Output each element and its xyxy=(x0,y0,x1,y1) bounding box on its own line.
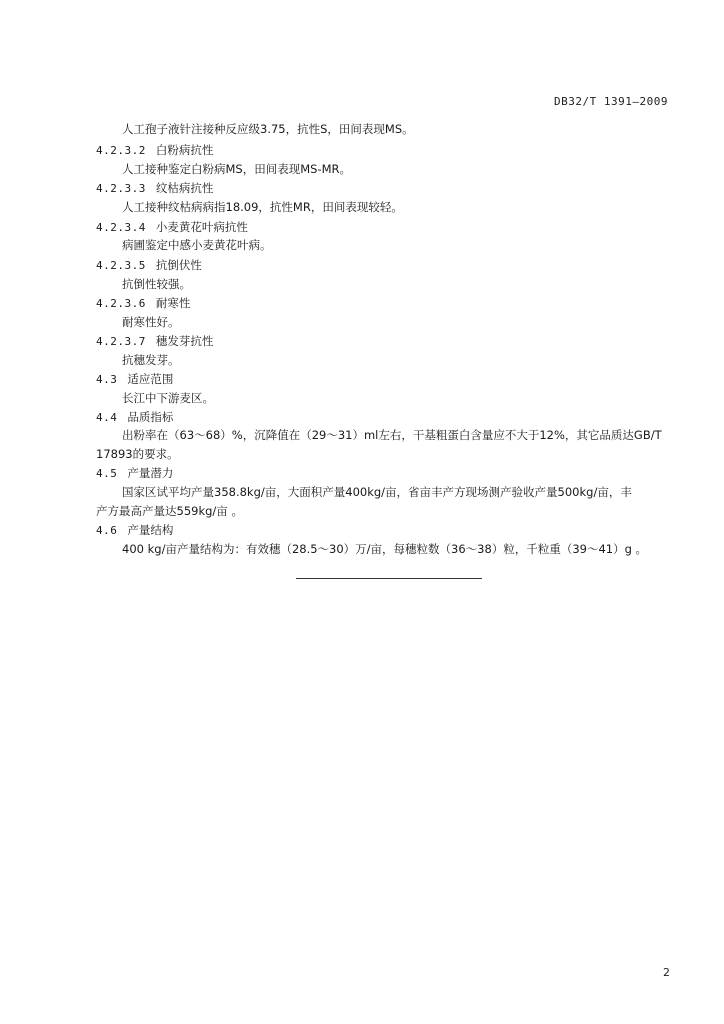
section-heading-4-2-3-4 xyxy=(96,220,248,235)
paragraph-cold-tolerance: 耐寒性好。 xyxy=(122,315,180,329)
paragraph-yield-potential: 国家区试平均产量358.8kg/亩，大面积产量400kg/亩，省亩丰产方现场测产验收产量500kg/亩，丰 xyxy=(122,485,632,499)
section-title: 抗倒伏性 xyxy=(155,258,202,272)
section-title: 产量潜力 xyxy=(127,466,174,480)
section-number: 4.4 xyxy=(96,411,118,424)
paragraph-yield-potential-continued: 产方最高产量达559kg/亩 。 xyxy=(96,504,243,518)
section-title: 白粉病抗性 xyxy=(155,143,214,157)
section-heading-4-4 xyxy=(96,410,173,425)
section-title: 纹枯病抗性 xyxy=(155,181,214,195)
paragraph-adaptation-range: 长江中下游麦区。 xyxy=(122,391,214,405)
paragraph-quality-indicators-continued: 17893的要求。 xyxy=(96,447,179,461)
section-title: 穗发芽抗性 xyxy=(155,334,214,348)
section-number: 4.2.3.3 xyxy=(96,182,146,195)
section-title: 耐寒性 xyxy=(155,296,191,310)
section-number: 4.2.3.4 xyxy=(96,221,146,234)
section-heading-4-2-3-2 xyxy=(96,143,213,158)
end-of-text-divider xyxy=(296,578,482,579)
section-heading-4-3 xyxy=(96,372,173,387)
section-heading-4-2-3-6 xyxy=(96,296,190,311)
section-number: 4.5 xyxy=(96,467,118,480)
section-title: 产量结构 xyxy=(127,523,174,537)
section-title: 小麦黄花叶病抗性 xyxy=(155,220,248,234)
document-code: DB32/T 1391—2009 xyxy=(554,95,668,108)
section-title: 适应范围 xyxy=(127,372,174,386)
paragraph-quality-indicators: 出粉率在（63～68）%，沉降值在（29～31）ml左右，干基粗蛋白含量应不大于12%，其它品质达GB/T xyxy=(122,428,662,442)
section-number: 4.2.3.5 xyxy=(96,259,146,272)
section-number: 4.3 xyxy=(96,373,118,386)
paragraph-yield-structure: 400 kg/亩产量结构为：有效穗（28.5～30）万/亩，每穗粒数（36～38）粒，千粒重（39～41）g 。 xyxy=(122,542,648,556)
paragraph-sheath-blight: 人工接种纹枯病病指18.09，抗性MR，田间表现较轻。 xyxy=(122,200,403,214)
section-title: 品质指标 xyxy=(127,410,174,424)
section-heading-4-2-3-3 xyxy=(96,181,213,196)
paragraph-stripe-rust-result: 人工孢子液针注接种反应级3.75，抗性S，田间表现MS。 xyxy=(122,122,414,136)
page-number: 2 xyxy=(663,966,670,979)
paragraph-lodging-resistance: 抗倒性较强。 xyxy=(122,277,191,291)
paragraph-sprouting-resistance: 抗穗发芽。 xyxy=(122,353,180,367)
section-number: 4.6 xyxy=(96,524,118,537)
section-heading-4-2-3-7 xyxy=(96,334,213,349)
section-number: 4.2.3.6 xyxy=(96,297,146,310)
section-number: 4.2.3.2 xyxy=(96,144,146,157)
section-number: 4.2.3.7 xyxy=(96,335,146,348)
section-heading-4-6 xyxy=(96,523,173,538)
section-heading-4-5 xyxy=(96,466,173,481)
paragraph-powdery-mildew: 人工接种鉴定白粉病MS，田间表现MS-MR。 xyxy=(122,162,352,176)
section-heading-4-2-3-5 xyxy=(96,258,202,273)
paragraph-yellow-mosaic: 病圃鉴定中感小麦黄花叶病。 xyxy=(122,238,272,252)
